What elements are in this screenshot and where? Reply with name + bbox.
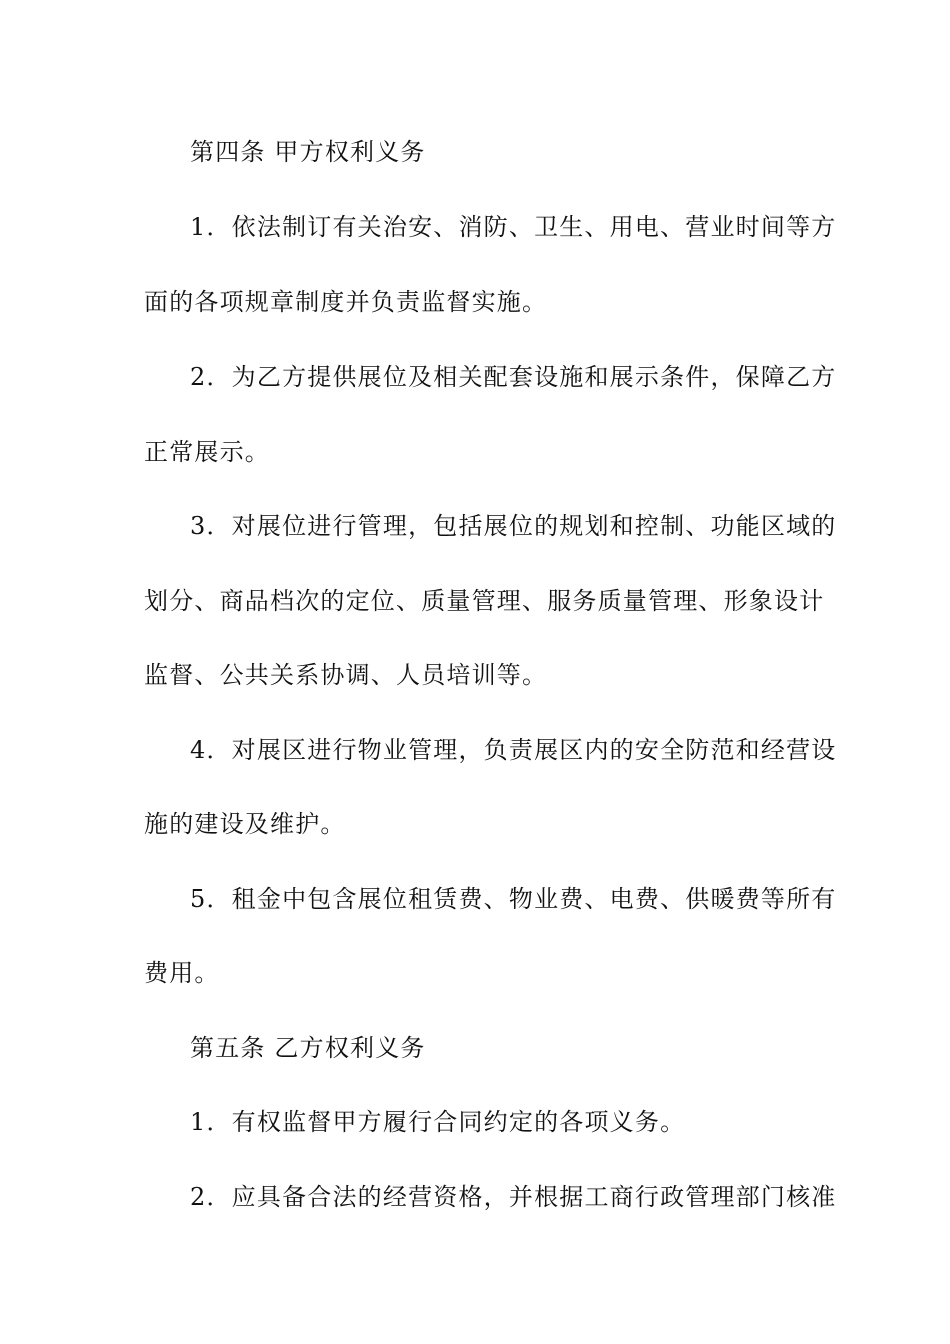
- article-4-item-2-line-1: 2．为乙方提供展位及相关配套设施和展示条件，保障乙方: [190, 363, 837, 391]
- article-4-item-2-line-2: 正常展示。: [144, 438, 270, 466]
- article-4-item-4-line-2: 施的建设及维护。: [144, 810, 346, 838]
- article-5-heading: 第五条 乙方权利义务: [190, 1034, 426, 1062]
- article-4-item-3-line-1: 3．对展位进行管理，包括展位的规划和控制、功能区域的: [190, 512, 837, 540]
- article-4-item-1-line-1: 1．依法制订有关治安、消防、卫生、用电、营业时间等方: [190, 213, 837, 241]
- article-4-item-4-line-1: 4．对展区进行物业管理，负责展区内的安全防范和经营设: [190, 736, 837, 764]
- article-5-item-1-line-1: 1．有权监督甲方履行合同约定的各项义务。: [190, 1108, 686, 1136]
- article-4-item-3-line-3: 监督、公共关系协调、人员培训等。: [144, 661, 548, 689]
- article-5-item-2-line-1: 2．应具备合法的经营资格，并根据工商行政管理部门核准: [190, 1183, 837, 1211]
- article-4-item-5-line-2: 费用。: [144, 959, 220, 987]
- article-4-item-5-line-1: 5．租金中包含展位租赁费、物业费、电费、供暖费等所有: [190, 885, 837, 913]
- article-4-item-1-line-2: 面的各项规章制度并负责监督实施。: [144, 288, 548, 316]
- article-4-item-3-line-2: 划分、商品档次的定位、质量管理、服务质量管理、形象设计: [144, 587, 825, 615]
- article-4-heading: 第四条 甲方权利义务: [190, 138, 426, 166]
